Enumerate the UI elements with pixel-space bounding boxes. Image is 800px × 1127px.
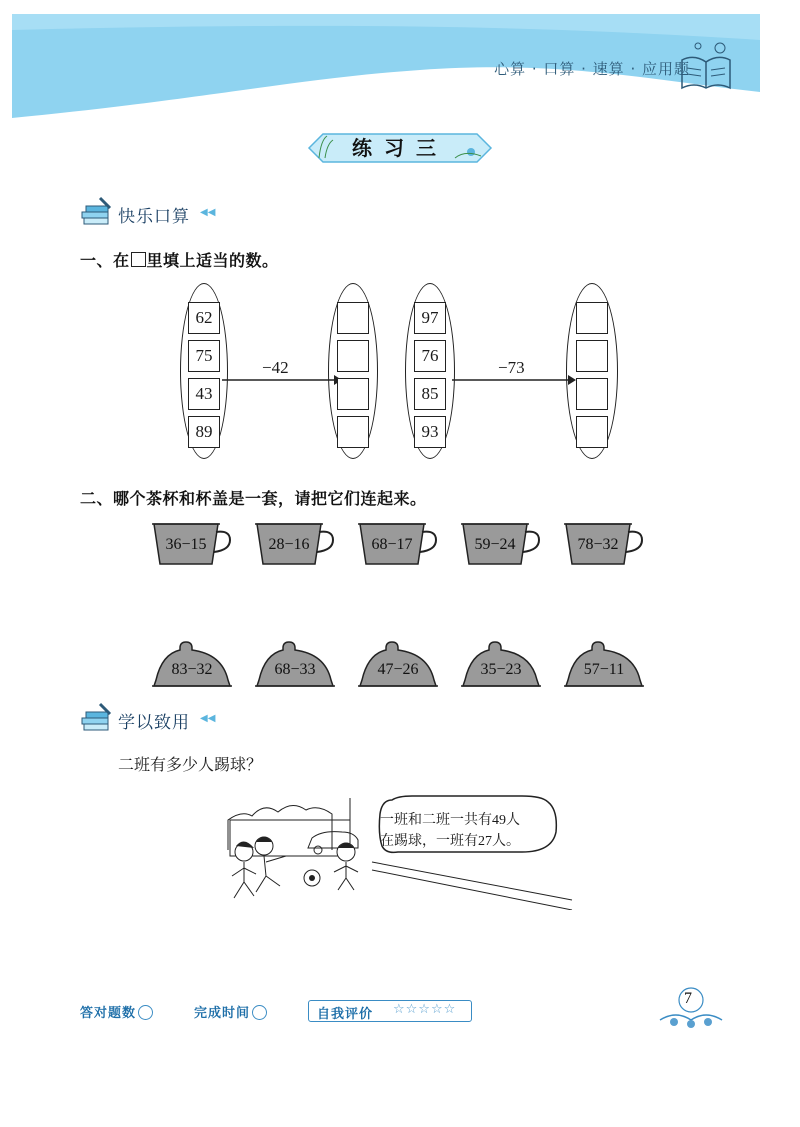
books-pencil-icon	[80, 196, 116, 228]
bubble-line-2: 在踢球，一班有27人。	[380, 834, 520, 849]
bubble-line-1: 一班和二班一共有49人	[380, 813, 520, 828]
section-header-apply	[80, 702, 240, 736]
answer-box[interactable]	[576, 340, 608, 372]
question-2: 二、哪个茶杯和杯盖是一套，请把它们连起来。	[80, 489, 427, 508]
number-box: 62	[188, 302, 220, 334]
answer-box[interactable]	[576, 302, 608, 334]
arrow-right-icon	[222, 374, 342, 386]
cup-expression: 28−16	[268, 536, 310, 553]
answer-box[interactable]	[337, 340, 369, 372]
self-eval-label: 自我评价	[317, 1007, 374, 1022]
self-evaluation-box	[308, 1000, 472, 1022]
cup-expression: 78−32	[577, 536, 619, 553]
number-box: 89	[188, 416, 220, 448]
cup-expression: 36−15	[165, 536, 207, 553]
q1-text-after: 里填上适当的数。	[146, 251, 279, 270]
lid-expression: 68−33	[274, 661, 316, 678]
arrow-right-icon	[452, 374, 576, 386]
number-box: 43	[188, 378, 220, 410]
page-title: 练习三	[352, 136, 448, 160]
lid-expression: 47−26	[377, 661, 419, 678]
footer-time	[194, 1002, 267, 1021]
smiley-icon	[138, 1005, 153, 1020]
section-label-apply: 学以致用	[118, 713, 190, 733]
answer-box[interactable]	[576, 416, 608, 448]
rating-stars[interactable]: ☆☆☆☆☆	[393, 1002, 457, 1017]
operation-label: −73	[498, 358, 525, 377]
lid-expression: 57−11	[583, 661, 625, 678]
answer-box[interactable]	[337, 416, 369, 448]
smiley-icon	[252, 1005, 267, 1020]
word-problem: 二班有多少人踢球？	[118, 757, 263, 774]
number-box: 97	[414, 302, 446, 334]
question-1	[80, 248, 279, 271]
lid-expression: 35−23	[480, 661, 522, 678]
cup-expression: 68−17	[371, 536, 413, 553]
number-box: 75	[188, 340, 220, 372]
double-arrow-icon: ◀◀	[200, 207, 216, 218]
answer-box[interactable]	[337, 378, 369, 410]
answer-box[interactable]	[576, 378, 608, 410]
lid-expression: 83−32	[171, 661, 213, 678]
books-pencil-icon	[80, 702, 116, 734]
number-box: 76	[414, 340, 446, 372]
blank-square-icon	[131, 252, 146, 267]
header-tagline: 心算 · 口算 · 速算 · 应用题	[494, 60, 690, 78]
operation-label: −42	[262, 358, 289, 377]
cup-expression: 59−24	[474, 536, 516, 553]
section-label-oral: 快乐口算	[118, 207, 190, 227]
double-arrow-icon: ◀◀	[200, 713, 216, 724]
page-number-badge	[656, 986, 726, 1030]
section-header-oral	[80, 196, 240, 230]
open-book-icon	[676, 38, 736, 94]
time-label: 完成时间	[194, 1006, 251, 1021]
footer-correct-count	[80, 1002, 153, 1021]
speech-bubble-text	[380, 810, 560, 852]
q1-text-before: 一、在	[80, 251, 130, 270]
page-number: 7	[684, 990, 692, 1007]
answer-box[interactable]	[337, 302, 369, 334]
correct-count-label: 答对题数	[80, 1006, 137, 1021]
number-box: 93	[414, 416, 446, 448]
number-box: 85	[414, 378, 446, 410]
